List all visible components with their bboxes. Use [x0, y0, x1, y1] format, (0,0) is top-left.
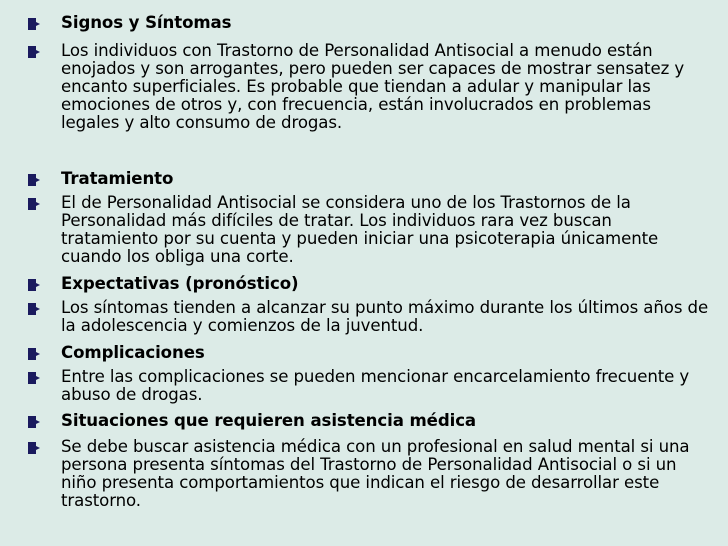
square-bullet-icon — [27, 17, 41, 31]
section-heading: Expectativas (pronóstico) — [61, 274, 299, 293]
square-bullet-icon — [27, 45, 41, 59]
square-bullet-icon — [27, 347, 41, 361]
section-heading: Signos y Síntomas — [61, 13, 232, 32]
square-bullet-icon — [27, 415, 41, 429]
square-bullet-icon — [27, 371, 41, 385]
square-bullet-icon — [27, 197, 41, 211]
section-heading: Tratamiento — [61, 169, 174, 188]
section-body: El de Personalidad Antisocial se considera uno de los Trastornos de la Personalidad más difíciles de tratar. Los individuos rara vez buscan tratamiento por su cuenta y pueden iniciar una psicoterapia únicamente cuando los obliga una corte. — [61, 193, 659, 266]
section-body: Se debe buscar asistencia médica con un profesional en salud mental si una persona presenta síntomas del Trastorno de Personalidad Antisocial o si un niño presenta comportamientos que indican el riesgo de desarrollar este trastorno. — [61, 437, 690, 510]
square-bullet-icon — [27, 302, 41, 316]
square-bullet-icon — [27, 278, 41, 292]
section-body: Entre las complicaciones se pueden mencionar encarcelamiento frecuente y abuso de drogas. — [61, 367, 690, 404]
square-bullet-icon — [27, 441, 41, 455]
section-heading: Situaciones que requieren asistencia médica — [61, 411, 477, 430]
section-body: Los individuos con Trastorno de Personalidad Antisocial a menudo están enojados y son arrogantes, pero pueden ser capaces de mostrar sensatez y encanto superficiales. Es probable que tiendan a adular y manipular las emociones de otros y, con frecuencia, están involucrados en problemas legales y alto consumo de drogas. — [61, 41, 685, 132]
square-bullet-icon — [27, 173, 41, 187]
section-body: Los síntomas tienden a alcanzar su punto máximo durante los últimos años de la adolescencia y comienzos de la juventud. — [61, 298, 709, 335]
section-heading: Complicaciones — [61, 343, 205, 362]
